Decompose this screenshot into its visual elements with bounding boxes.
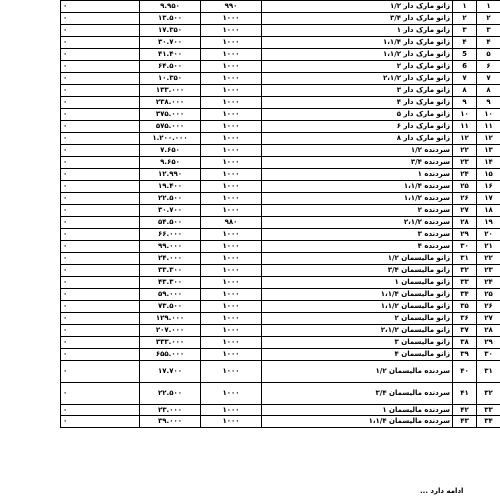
price-cell: ۱۹.۴۰۰ bbox=[140, 181, 201, 193]
description-cell: زانو مارک دار ۸ bbox=[262, 133, 453, 145]
quantity-cell: ۱۰۰۰ bbox=[201, 85, 262, 97]
table-row bbox=[61, 85, 500, 97]
price-cell: ۱۲۹.۰۰۰ bbox=[140, 313, 201, 325]
quantity-cell: ۱۰۰۰ bbox=[201, 301, 262, 313]
row-number-cell: ۱۰ bbox=[477, 109, 500, 121]
table-row bbox=[61, 301, 500, 313]
row-number-cell: ۳۱ bbox=[477, 361, 500, 383]
row-number-cell: ۳۰ bbox=[477, 349, 500, 361]
price-cell: ۲۳۸.۰۰۰ bbox=[140, 97, 201, 109]
code-cell: ۱۱ bbox=[453, 121, 477, 133]
price-cell: ۹.۹۵۰ bbox=[140, 1, 201, 13]
table-row bbox=[61, 383, 500, 405]
table-row bbox=[61, 1, 500, 13]
row-number-cell: ۱۳ bbox=[477, 145, 500, 157]
row-number-cell: ۱۶ bbox=[477, 181, 500, 193]
zero-cell: ۰ bbox=[61, 301, 140, 313]
quantity-cell: ۱۰۰۰ bbox=[201, 49, 262, 61]
table-row bbox=[61, 109, 500, 121]
row-number-cell: ۱۷ bbox=[477, 193, 500, 205]
description-cell: سردنده ۳/۴ bbox=[262, 157, 453, 169]
code-cell: ۱ bbox=[453, 1, 477, 13]
table-row bbox=[61, 145, 500, 157]
code-cell: ۳۵ bbox=[453, 301, 477, 313]
row-number-cell: ۳۳ bbox=[477, 405, 500, 416]
row-number-cell: ۱۵ bbox=[477, 169, 500, 181]
price-cell: ۳۰.۷۰۰ bbox=[140, 37, 201, 49]
row-number-cell: ۲۴ bbox=[477, 277, 500, 289]
row-number-cell: ۲۷ bbox=[477, 313, 500, 325]
zero-cell: ۰ bbox=[61, 61, 140, 73]
table-row bbox=[61, 229, 500, 241]
table-row bbox=[61, 193, 500, 205]
zero-cell: ۰ bbox=[61, 25, 140, 37]
description-cell: زانو مالیسمان ۴ bbox=[262, 349, 453, 361]
price-cell: ۹.۶۵۰ bbox=[140, 157, 201, 169]
description-cell: سردنده مالیسمان ۱ bbox=[262, 405, 453, 416]
quantity-cell: ۱۰۰۰ bbox=[201, 37, 262, 49]
row-number-cell: ۲۶ bbox=[477, 301, 500, 313]
code-cell: ۴۲ bbox=[453, 405, 477, 416]
code-cell: ۲۴ bbox=[453, 169, 477, 181]
zero-cell: ۰ bbox=[61, 325, 140, 337]
code-cell: ۳۳ bbox=[453, 277, 477, 289]
price-cell: ۷.۶۵۰ bbox=[140, 145, 201, 157]
quantity-cell: ۹۸۰ bbox=[201, 217, 262, 229]
code-cell: ۹ bbox=[453, 97, 477, 109]
row-number-cell: ۲۰ bbox=[477, 229, 500, 241]
price-cell: ۵۹.۰۰۰ bbox=[140, 289, 201, 301]
quantity-cell: ۱۰۰۰ bbox=[201, 383, 262, 405]
description-cell: زانو مارک دار ۲ bbox=[262, 61, 453, 73]
quantity-cell: ۱۰۰۰ bbox=[201, 193, 262, 205]
code-cell: ۴۱ bbox=[453, 383, 477, 405]
zero-cell: ۰ bbox=[61, 337, 140, 349]
description-cell: زانو مالیسمان ۱،۱/۴ bbox=[262, 289, 453, 301]
code-cell: ۱۰ bbox=[453, 109, 477, 121]
quantity-cell: ۱۰۰۰ bbox=[201, 405, 262, 416]
table-row bbox=[61, 121, 500, 133]
row-number-cell: ۲۲ bbox=[477, 253, 500, 265]
table-row bbox=[61, 361, 500, 383]
description-cell: زانو مالیسمان ۲ bbox=[262, 313, 453, 325]
table-row bbox=[61, 289, 500, 301]
code-cell: ۴۰ bbox=[453, 361, 477, 383]
table-row bbox=[61, 25, 500, 37]
code-cell: ۸ bbox=[453, 85, 477, 97]
table-row bbox=[61, 217, 500, 229]
zero-cell: ۰ bbox=[61, 145, 140, 157]
quantity-cell: ۱۰۰۰ bbox=[201, 169, 262, 181]
price-cell: ۶۵۵.۰۰۰ bbox=[140, 349, 201, 361]
table-row bbox=[61, 181, 500, 193]
zero-cell: ۰ bbox=[61, 97, 140, 109]
code-cell: ۳۱ bbox=[453, 253, 477, 265]
quantity-cell: ۱۰۰۰ bbox=[201, 109, 262, 121]
code-cell: ۲۲ bbox=[453, 145, 477, 157]
quantity-cell: ۱۰۰۰ bbox=[201, 313, 262, 325]
code-cell: ۳۹ bbox=[453, 349, 477, 361]
description-cell: زانو مارک دار ۳/۴ bbox=[262, 13, 453, 25]
description-cell: زانو مارک دار ۵ bbox=[262, 109, 453, 121]
description-cell: زانو مالیسمان ۳/۴ bbox=[262, 265, 453, 277]
price-cell: ۳۳۳.۰۰۰ bbox=[140, 337, 201, 349]
price-cell: ۲۰۷.۰۰۰ bbox=[140, 325, 201, 337]
table-row bbox=[61, 337, 500, 349]
zero-cell: ۰ bbox=[61, 416, 140, 428]
zero-cell: ۰ bbox=[61, 169, 140, 181]
zero-cell: ۰ bbox=[61, 37, 140, 49]
zero-cell: ۰ bbox=[61, 1, 140, 13]
table-row bbox=[61, 61, 500, 73]
code-cell: ۳۷ bbox=[453, 325, 477, 337]
zero-cell: ۰ bbox=[61, 253, 140, 265]
row-number-cell: ۴ bbox=[477, 37, 500, 49]
quantity-cell: ۱۰۰۰ bbox=[201, 205, 262, 217]
price-cell: ۴۱.۴۰۰ bbox=[140, 49, 201, 61]
table-row bbox=[61, 313, 500, 325]
price-cell: ۱.۲۰۰.۰۰۰ bbox=[140, 133, 201, 145]
code-cell: ۳۶ bbox=[453, 313, 477, 325]
row-number-cell: ۲۸ bbox=[477, 325, 500, 337]
zero-cell: ۰ bbox=[61, 85, 140, 97]
row-number-cell: ۲۳ bbox=[477, 265, 500, 277]
zero-cell: ۰ bbox=[61, 361, 140, 383]
row-number-cell: ۱۹ bbox=[477, 217, 500, 229]
description-cell: زانو مارک دار ۶ bbox=[262, 121, 453, 133]
row-number-cell: ۷ bbox=[477, 73, 500, 85]
table-row bbox=[61, 49, 500, 61]
price-cell: ۵۴.۵۰۰ bbox=[140, 217, 201, 229]
code-cell: ۲۹ bbox=[453, 229, 477, 241]
row-number-cell: ۸ bbox=[477, 85, 500, 97]
description-cell: سردنده ۱،۱/۲ bbox=[262, 193, 453, 205]
table-row bbox=[61, 253, 500, 265]
code-cell: 5 bbox=[453, 49, 477, 61]
code-cell: ۳۸ bbox=[453, 337, 477, 349]
price-list-rows bbox=[61, 1, 500, 428]
description-cell: سردنده ۱،۱/۴ bbox=[262, 181, 453, 193]
code-cell: ۴۳ bbox=[453, 416, 477, 428]
quantity-cell: ۱۰۰۰ bbox=[201, 241, 262, 253]
table-row bbox=[61, 133, 500, 145]
table-row bbox=[61, 73, 500, 85]
quantity-cell: ۱۰۰۰ bbox=[201, 25, 262, 37]
description-cell: زانو مالیسمان ۳ bbox=[262, 337, 453, 349]
code-cell: ۲۳ bbox=[453, 157, 477, 169]
quantity-cell: ۱۰۰۰ bbox=[201, 145, 262, 157]
quantity-cell: ۱۰۰۰ bbox=[201, 361, 262, 383]
code-cell: ۳ bbox=[453, 25, 477, 37]
price-cell: ۶۴.۵۰۰ bbox=[140, 61, 201, 73]
table-row bbox=[61, 241, 500, 253]
table-row bbox=[61, 325, 500, 337]
zero-cell: ۰ bbox=[61, 133, 140, 145]
zero-cell: ۰ bbox=[61, 121, 140, 133]
price-cell: ۴۳.۳۰۰ bbox=[140, 277, 201, 289]
price-cell: ۲۲.۵۰۰ bbox=[140, 383, 201, 405]
zero-cell: ۰ bbox=[61, 229, 140, 241]
price-cell: ۷۳.۵۰۰ bbox=[140, 301, 201, 313]
code-cell: ۲۶ bbox=[453, 193, 477, 205]
table-row bbox=[61, 205, 500, 217]
price-list-table bbox=[60, 0, 500, 428]
quantity-cell: ۱۰۰۰ bbox=[201, 325, 262, 337]
description-cell: سردنده مالیسمان ۱/۲ bbox=[262, 361, 453, 383]
row-number-cell: ۲۵ bbox=[477, 289, 500, 301]
quantity-cell: ۱۰۰۰ bbox=[201, 289, 262, 301]
price-cell: ۳۳.۳۰۰ bbox=[140, 265, 201, 277]
zero-cell: ۰ bbox=[61, 313, 140, 325]
row-number-cell: ۱۴ bbox=[477, 157, 500, 169]
price-cell: ۶۶.۰۰۰ bbox=[140, 229, 201, 241]
quantity-cell: ۱۰۰۰ bbox=[201, 121, 262, 133]
code-cell: ۳۰ bbox=[453, 241, 477, 253]
description-cell: سردنده مالیسمان ۳/۴ bbox=[262, 383, 453, 405]
code-cell: ۷ bbox=[453, 73, 477, 85]
continued-note: ادامه دارد ... bbox=[420, 487, 464, 495]
description-cell: زانو مارک دار ۱ bbox=[262, 25, 453, 37]
description-cell: سردنده مالیسمان ۱،۱/۴ bbox=[262, 416, 453, 428]
row-number-cell: ۳۴ bbox=[477, 416, 500, 428]
quantity-cell: ۱۰۰۰ bbox=[201, 337, 262, 349]
price-cell: ۳۰.۷۰۰ bbox=[140, 205, 201, 217]
quantity-cell: ۱۰۰۰ bbox=[201, 13, 262, 25]
zero-cell: ۰ bbox=[61, 181, 140, 193]
quantity-cell: ۱۰۰۰ bbox=[201, 349, 262, 361]
code-cell: ۲۵ bbox=[453, 181, 477, 193]
price-cell: ۱۷.۳۵۰ bbox=[140, 25, 201, 37]
quantity-cell: ۱۰۰۰ bbox=[201, 97, 262, 109]
zero-cell: ۰ bbox=[61, 241, 140, 253]
code-cell: ۴ bbox=[453, 37, 477, 49]
quantity-cell: ۱۰۰۰ bbox=[201, 265, 262, 277]
description-cell: زانو مارک دار ۱/۲ bbox=[262, 1, 453, 13]
description-cell: زانو مارک دار ۱،۱/۲ bbox=[262, 49, 453, 61]
zero-cell: ۰ bbox=[61, 289, 140, 301]
table-row bbox=[61, 157, 500, 169]
table-row bbox=[61, 97, 500, 109]
price-cell: ۱۲.۹۹۰ bbox=[140, 169, 201, 181]
quantity-cell: ۱۰۰۰ bbox=[201, 157, 262, 169]
row-number-cell: ۲۱ bbox=[477, 241, 500, 253]
table-row bbox=[61, 277, 500, 289]
table-row bbox=[61, 169, 500, 181]
row-number-cell: ۹ bbox=[477, 97, 500, 109]
price-cell: ۹۹.۰۰۰ bbox=[140, 241, 201, 253]
zero-cell: ۰ bbox=[61, 277, 140, 289]
zero-cell: ۰ bbox=[61, 193, 140, 205]
description-cell: زانو مارک دار ۲،۱/۲ bbox=[262, 73, 453, 85]
quantity-cell: ۱۰۰۰ bbox=[201, 277, 262, 289]
description-cell: سردنده ۴ bbox=[262, 241, 453, 253]
price-cell: ۵۷۵.۰۰۰ bbox=[140, 121, 201, 133]
price-cell: ۲۴.۰۰۰ bbox=[140, 253, 201, 265]
zero-cell: ۰ bbox=[61, 13, 140, 25]
zero-cell: ۰ bbox=[61, 405, 140, 416]
quantity-cell: ۱۰۰۰ bbox=[201, 133, 262, 145]
table-row bbox=[61, 405, 500, 416]
zero-cell: ۰ bbox=[61, 265, 140, 277]
zero-cell: ۰ bbox=[61, 205, 140, 217]
description-cell: زانو مالیسمان ۱/۲ bbox=[262, 253, 453, 265]
zero-cell: ۰ bbox=[61, 73, 140, 85]
table-row bbox=[61, 416, 500, 428]
row-number-cell: ۱۱ bbox=[477, 121, 500, 133]
row-number-cell: ۱ bbox=[477, 1, 500, 13]
price-cell: ۳۹.۰۰۰ bbox=[140, 416, 201, 428]
code-cell: ۱۲ bbox=[453, 133, 477, 145]
row-number-cell: ۱۸ bbox=[477, 205, 500, 217]
code-cell: ۳۲ bbox=[453, 265, 477, 277]
price-cell: ۱۰.۳۵۰ bbox=[140, 73, 201, 85]
quantity-cell: ۱۰۰۰ bbox=[201, 416, 262, 428]
code-cell: ۲ bbox=[453, 13, 477, 25]
zero-cell: ۰ bbox=[61, 349, 140, 361]
row-number-cell: ۲۹ bbox=[477, 337, 500, 349]
description-cell: سردنده ۳ bbox=[262, 229, 453, 241]
table-row bbox=[61, 349, 500, 361]
description-cell: زانو مالیسمان ۱،۱/۲ bbox=[262, 301, 453, 313]
code-cell: ۳۴ bbox=[453, 289, 477, 301]
description-cell: سردنده ۱ bbox=[262, 169, 453, 181]
zero-cell: ۰ bbox=[61, 157, 140, 169]
zero-cell: ۰ bbox=[61, 383, 140, 405]
row-number-cell: ۵ bbox=[477, 49, 500, 61]
description-cell: زانو مالیسمان ۱ bbox=[262, 277, 453, 289]
quantity-cell: ۱۰۰۰ bbox=[201, 253, 262, 265]
price-cell: ۱۳.۵۰۰ bbox=[140, 13, 201, 25]
code-cell: 6 bbox=[453, 61, 477, 73]
row-number-cell: ۳۲ bbox=[477, 383, 500, 405]
row-number-cell: ۳ bbox=[477, 25, 500, 37]
price-cell: ۳۷۵.۰۰۰ bbox=[140, 109, 201, 121]
price-cell: ۱۷.۷۰۰ bbox=[140, 361, 201, 383]
table-row bbox=[61, 37, 500, 49]
row-number-cell: ۲ bbox=[477, 13, 500, 25]
zero-cell: ۰ bbox=[61, 49, 140, 61]
zero-cell: ۰ bbox=[61, 217, 140, 229]
quantity-cell: ۱۰۰۰ bbox=[201, 229, 262, 241]
table-row bbox=[61, 13, 500, 25]
zero-cell: ۰ bbox=[61, 109, 140, 121]
quantity-cell: ۱۰۰۰ bbox=[201, 73, 262, 85]
price-cell: ۱۳۳.۰۰۰ bbox=[140, 85, 201, 97]
price-cell: ۲۲.۵۰۰ bbox=[140, 193, 201, 205]
row-number-cell: ۱۲ bbox=[477, 133, 500, 145]
description-cell: زانو مارک دار ۳ bbox=[262, 85, 453, 97]
table-row bbox=[61, 265, 500, 277]
code-cell: ۲۸ bbox=[453, 217, 477, 229]
description-cell: زانو مالیسمان ۲،۱/۲ bbox=[262, 325, 453, 337]
quantity-cell: ۱۰۰۰ bbox=[201, 181, 262, 193]
price-cell: ۲۳.۰۰۰ bbox=[140, 405, 201, 416]
description-cell: سردنده ۲ bbox=[262, 205, 453, 217]
code-cell: ۲۷ bbox=[453, 205, 477, 217]
description-cell: سردنده ۱/۲ bbox=[262, 145, 453, 157]
description-cell: زانو مارک دار ۱،۱/۴ bbox=[262, 37, 453, 49]
description-cell: سردنده ۲،۱/۲ bbox=[262, 217, 453, 229]
quantity-cell: ۹۹۰ bbox=[201, 1, 262, 13]
row-number-cell: ۶ bbox=[477, 61, 500, 73]
quantity-cell: ۱۰۰۰ bbox=[201, 61, 262, 73]
description-cell: زانو مارک دار ۴ bbox=[262, 97, 453, 109]
